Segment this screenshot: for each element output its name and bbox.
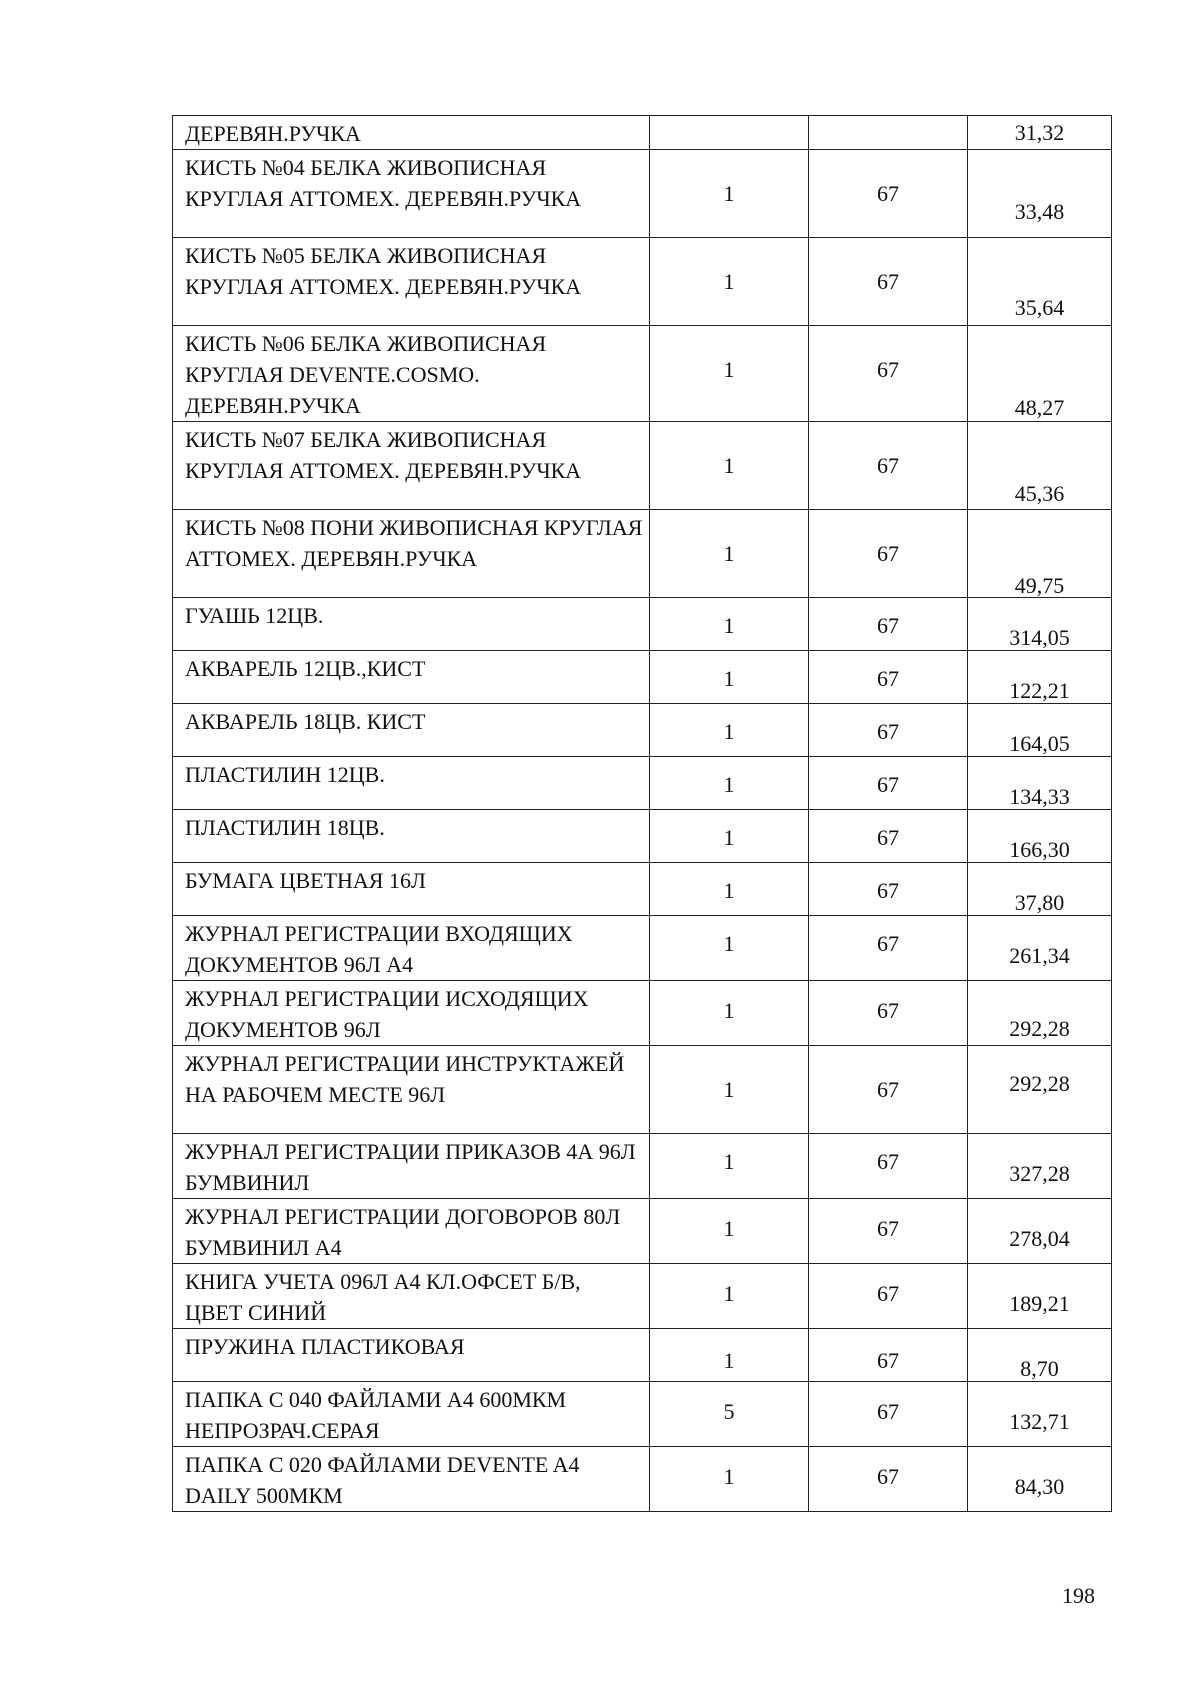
item-price-cell bbox=[968, 863, 1112, 916]
item-code-cell bbox=[809, 116, 968, 150]
item-qty-cell bbox=[650, 598, 809, 651]
table-row bbox=[173, 757, 1112, 810]
table-row bbox=[173, 422, 1112, 510]
item-price-cell bbox=[968, 1199, 1112, 1264]
item-code: 67 bbox=[877, 719, 899, 744]
item-qty-cell bbox=[650, 422, 809, 510]
item-code: 67 bbox=[877, 1281, 899, 1306]
item-name-cell bbox=[173, 1264, 650, 1329]
item-name-cell bbox=[173, 150, 650, 238]
item-qty-cell bbox=[650, 1382, 809, 1447]
items-table bbox=[172, 115, 1112, 1512]
item-qty: 5 bbox=[723, 1399, 735, 1424]
item-name-cell bbox=[173, 598, 650, 651]
table-row bbox=[173, 150, 1112, 238]
item-price-cell bbox=[968, 757, 1112, 810]
item-price-cell bbox=[968, 1447, 1112, 1512]
item-name: ЖУРНАЛ РЕГИСТРАЦИИ ДОГОВОРОВ 80Л БУМВИНИЛ А4 bbox=[185, 1204, 621, 1260]
item-name: БУМАГА ЦВЕТНАЯ 16Л bbox=[185, 868, 426, 893]
item-qty-cell bbox=[650, 150, 809, 238]
item-qty: 1 bbox=[723, 1077, 735, 1102]
item-price: 48,27 bbox=[1014, 395, 1065, 420]
item-code-cell bbox=[809, 1264, 968, 1329]
item-name: ЖУРНАЛ РЕГИСТРАЦИИ ИНСТРУКТАЖЕЙ НА РАБОЧЕМ МЕСТЕ 96Л bbox=[185, 1051, 625, 1107]
item-qty: 1 bbox=[723, 541, 735, 566]
item-price: 84,30 bbox=[1014, 1474, 1065, 1499]
item-name-cell bbox=[173, 981, 650, 1046]
item-name: КИСТЬ №04 БЕЛКА ЖИВОПИСНАЯ КРУГЛАЯ АТТОМЕХ. ДЕРЕВЯН.РУЧКА bbox=[185, 155, 582, 211]
item-qty: 1 bbox=[723, 878, 735, 903]
item-name: КИСТЬ №08 ПОНИ ЖИВОПИСНАЯ КРУГЛАЯ АТТОМЕХ. ДЕРЕВЯН.РУЧКА bbox=[185, 515, 643, 571]
item-qty: 1 bbox=[723, 1216, 735, 1241]
item-price-cell bbox=[968, 598, 1112, 651]
item-qty-cell bbox=[650, 810, 809, 863]
item-price: 45,36 bbox=[1014, 481, 1065, 506]
item-name: КИСТЬ №05 БЕЛКА ЖИВОПИСНАЯ КРУГЛАЯ АТТОМЕХ. ДЕРЕВЯН.РУЧКА bbox=[185, 243, 582, 299]
item-qty: 1 bbox=[723, 357, 735, 382]
item-code-cell bbox=[809, 651, 968, 704]
item-code: 67 bbox=[877, 613, 899, 638]
table-row bbox=[173, 598, 1112, 651]
item-price: 8,70 bbox=[1020, 1356, 1059, 1381]
item-name: ДЕРЕВЯН.РУЧКА bbox=[185, 121, 361, 146]
item-code-cell bbox=[809, 704, 968, 757]
item-qty-cell bbox=[650, 1134, 809, 1199]
item-name: АКВАРЕЛЬ 18ЦВ. КИСТ bbox=[185, 709, 426, 734]
item-price-cell bbox=[968, 1264, 1112, 1329]
item-name: ПАПКА С 020 ФАЙЛАМИ DEVENTE A4 DAILY 500МКМ bbox=[185, 1452, 580, 1508]
item-qty: 1 bbox=[723, 998, 735, 1023]
item-name-cell bbox=[173, 1046, 650, 1134]
item-price: 314,05 bbox=[1009, 625, 1070, 650]
item-name: КИСТЬ №06 БЕЛКА ЖИВОПИСНАЯ КРУГЛАЯ DEVENTE.COSMO. ДЕРЕВЯН.РУЧКА bbox=[185, 331, 547, 418]
item-name: ПАПКА С 040 ФАЙЛАМИ А4 600МКМ НЕПРОЗРАЧ.СЕРАЯ bbox=[185, 1387, 567, 1443]
item-name-cell bbox=[173, 1134, 650, 1199]
item-price: 189,21 bbox=[1009, 1291, 1070, 1316]
item-code-cell bbox=[809, 510, 968, 598]
item-code-cell bbox=[809, 150, 968, 238]
item-name: ЖУРНАЛ РЕГИСТРАЦИИ ИСХОДЯЩИХ ДОКУМЕНТОВ 96Л bbox=[185, 986, 589, 1042]
item-code-cell bbox=[809, 1134, 968, 1199]
item-name-cell bbox=[173, 704, 650, 757]
item-price: 134,33 bbox=[1009, 784, 1070, 809]
item-name-cell bbox=[173, 1199, 650, 1264]
item-price: 132,71 bbox=[1009, 1409, 1070, 1434]
item-qty: 1 bbox=[723, 666, 735, 691]
item-qty-cell bbox=[650, 757, 809, 810]
item-code-cell bbox=[809, 1382, 968, 1447]
item-price: 327,28 bbox=[1009, 1161, 1070, 1186]
item-code: 67 bbox=[877, 1149, 899, 1174]
item-price-cell bbox=[968, 238, 1112, 326]
item-qty: 1 bbox=[723, 1149, 735, 1174]
table-row bbox=[173, 651, 1112, 704]
item-code: 67 bbox=[877, 825, 899, 850]
table-row bbox=[173, 863, 1112, 916]
item-price: 292,28 bbox=[1009, 1016, 1070, 1041]
page-number: 198 bbox=[1062, 1583, 1095, 1608]
item-price-cell bbox=[968, 326, 1112, 422]
item-name-cell bbox=[173, 1329, 650, 1382]
item-qty-cell bbox=[650, 1447, 809, 1512]
table-row bbox=[173, 704, 1112, 757]
item-price: 33,48 bbox=[1014, 199, 1065, 224]
item-code: 67 bbox=[877, 1399, 899, 1424]
item-qty-cell bbox=[650, 651, 809, 704]
item-qty-cell bbox=[650, 1329, 809, 1382]
item-price-cell bbox=[968, 1046, 1112, 1134]
item-qty-cell bbox=[650, 704, 809, 757]
item-code: 67 bbox=[877, 878, 899, 903]
item-name: АКВАРЕЛЬ 12ЦВ.,КИСТ bbox=[185, 656, 426, 681]
item-code-cell bbox=[809, 598, 968, 651]
item-name-cell bbox=[173, 238, 650, 326]
item-code-cell bbox=[809, 981, 968, 1046]
item-name-cell bbox=[173, 757, 650, 810]
item-name-cell bbox=[173, 326, 650, 422]
item-qty: 1 bbox=[723, 269, 735, 294]
item-qty: 1 bbox=[723, 1281, 735, 1306]
item-name: ПРУЖИНА ПЛАСТИКОВАЯ bbox=[185, 1334, 465, 1359]
item-code-cell bbox=[809, 810, 968, 863]
item-qty: 1 bbox=[723, 719, 735, 744]
item-name-cell bbox=[173, 810, 650, 863]
item-qty: 1 bbox=[723, 453, 735, 478]
item-price: 166,30 bbox=[1009, 837, 1070, 862]
item-code: 67 bbox=[877, 1464, 899, 1489]
item-qty: 1 bbox=[723, 772, 735, 797]
item-code: 67 bbox=[877, 357, 899, 382]
item-code: 67 bbox=[877, 1348, 899, 1373]
item-code-cell bbox=[809, 1199, 968, 1264]
item-code: 67 bbox=[877, 181, 899, 206]
item-price-cell bbox=[968, 150, 1112, 238]
item-code: 67 bbox=[877, 772, 899, 797]
table-row bbox=[173, 810, 1112, 863]
item-name: ЖУРНАЛ РЕГИСТРАЦИИ ПРИКАЗОВ 4А 96Л БУМВИНИЛ bbox=[185, 1139, 636, 1195]
item-code-cell bbox=[809, 1329, 968, 1382]
item-price-cell bbox=[968, 116, 1112, 150]
table-row bbox=[173, 1329, 1112, 1382]
item-code: 67 bbox=[877, 931, 899, 956]
item-price-cell bbox=[968, 981, 1112, 1046]
item-price: 261,34 bbox=[1009, 943, 1070, 968]
item-price: 164,05 bbox=[1009, 731, 1070, 756]
item-price: 122,21 bbox=[1009, 678, 1070, 703]
item-price-cell bbox=[968, 916, 1112, 981]
item-code: 67 bbox=[877, 1216, 899, 1241]
item-price-cell bbox=[968, 1134, 1112, 1199]
item-name: ЖУРНАЛ РЕГИСТРАЦИИ ВХОДЯЩИХ ДОКУМЕНТОВ 96Л А4 bbox=[185, 921, 573, 977]
item-price: 31,32 bbox=[1014, 120, 1065, 145]
item-qty: 1 bbox=[723, 613, 735, 638]
item-code-cell bbox=[809, 916, 968, 981]
item-qty-cell bbox=[650, 1264, 809, 1329]
item-price-cell bbox=[968, 651, 1112, 704]
item-price: 49,75 bbox=[1014, 573, 1065, 598]
item-code: 67 bbox=[877, 453, 899, 478]
item-qty-cell bbox=[650, 238, 809, 326]
item-qty-cell bbox=[650, 326, 809, 422]
table-row bbox=[173, 1447, 1112, 1512]
table-row bbox=[173, 1199, 1112, 1264]
item-qty-cell bbox=[650, 916, 809, 981]
item-name-cell bbox=[173, 863, 650, 916]
table-row bbox=[173, 981, 1112, 1046]
item-name: ПЛАСТИЛИН 12ЦВ. bbox=[185, 762, 385, 787]
item-qty-cell bbox=[650, 981, 809, 1046]
item-qty: 1 bbox=[723, 931, 735, 956]
table-row bbox=[173, 1046, 1112, 1134]
item-code: 67 bbox=[877, 269, 899, 294]
item-code-cell bbox=[809, 326, 968, 422]
item-code-cell bbox=[809, 238, 968, 326]
item-code-cell bbox=[809, 1447, 968, 1512]
item-name: КИСТЬ №07 БЕЛКА ЖИВОПИСНАЯ КРУГЛАЯ АТТОМЕХ. ДЕРЕВЯН.РУЧКА bbox=[185, 427, 582, 483]
item-code-cell bbox=[809, 757, 968, 810]
item-qty-cell bbox=[650, 1046, 809, 1134]
item-code-cell bbox=[809, 863, 968, 916]
item-price-cell bbox=[968, 704, 1112, 757]
table-row bbox=[173, 238, 1112, 326]
item-qty-cell bbox=[650, 510, 809, 598]
item-price-cell bbox=[968, 510, 1112, 598]
item-price-cell bbox=[968, 422, 1112, 510]
item-price-cell bbox=[968, 810, 1112, 863]
table-row bbox=[173, 326, 1112, 422]
item-name-cell bbox=[173, 1447, 650, 1512]
table-row bbox=[173, 916, 1112, 981]
table-row bbox=[173, 510, 1112, 598]
item-name-cell bbox=[173, 916, 650, 981]
table-row bbox=[173, 1264, 1112, 1329]
item-code: 67 bbox=[877, 1077, 899, 1102]
item-qty-cell bbox=[650, 116, 809, 150]
item-name: ПЛАСТИЛИН 18ЦВ. bbox=[185, 815, 385, 840]
item-name-cell bbox=[173, 1382, 650, 1447]
item-price: 292,28 bbox=[1009, 1071, 1070, 1096]
item-price-cell bbox=[968, 1329, 1112, 1382]
item-qty-cell bbox=[650, 1199, 809, 1264]
item-price: 278,04 bbox=[1009, 1226, 1070, 1251]
item-code: 67 bbox=[877, 666, 899, 691]
table-row bbox=[173, 116, 1112, 150]
item-name-cell bbox=[173, 651, 650, 704]
item-name-cell bbox=[173, 422, 650, 510]
item-name: ГУАШЬ 12ЦВ. bbox=[185, 603, 324, 628]
item-price: 37,80 bbox=[1014, 890, 1065, 915]
item-price-cell bbox=[968, 1382, 1112, 1447]
item-price: 35,64 bbox=[1014, 295, 1065, 320]
item-qty: 1 bbox=[723, 1464, 735, 1489]
table-row bbox=[173, 1134, 1112, 1199]
item-code: 67 bbox=[877, 541, 899, 566]
item-code-cell bbox=[809, 1046, 968, 1134]
item-code: 67 bbox=[877, 998, 899, 1023]
item-qty: 1 bbox=[723, 181, 735, 206]
item-name-cell bbox=[173, 510, 650, 598]
items-table-body bbox=[173, 116, 1112, 1512]
item-code-cell bbox=[809, 422, 968, 510]
item-qty: 1 bbox=[723, 1348, 735, 1373]
table-row bbox=[173, 1382, 1112, 1447]
item-name-cell bbox=[173, 116, 650, 150]
item-qty: 1 bbox=[723, 825, 735, 850]
item-name: КНИГА УЧЕТА 096Л А4 КЛ.ОФСЕТ Б/В, ЦВЕТ СИНИЙ bbox=[185, 1269, 581, 1325]
item-qty-cell bbox=[650, 863, 809, 916]
